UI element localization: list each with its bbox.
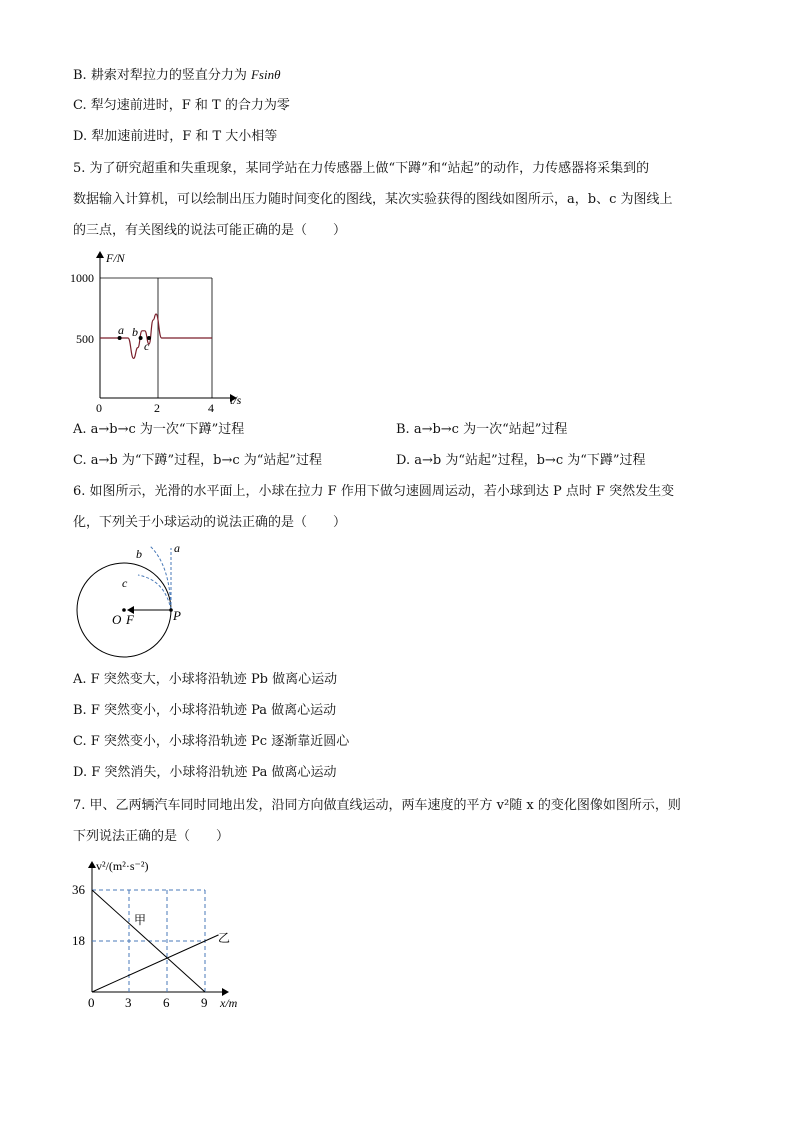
force-graph-xtick-2: 2	[154, 401, 160, 415]
force-graph-xtick-0: 0	[96, 401, 102, 415]
force-graph-ytick-1000: 1000	[70, 271, 94, 285]
v2x-xtick-0: 0	[88, 995, 95, 1010]
q5-option-d: D. a→b 为“站起”过程，b→c 为“下蹲”过程	[396, 453, 646, 468]
v2x-ytick-36: 36	[72, 882, 85, 897]
point-a-label: a	[118, 323, 124, 337]
label-P: P	[173, 608, 181, 623]
q6-option-a: A. F 突然变大，小球将沿轨迹 Pb 做离心运动	[73, 672, 338, 687]
series-yi-line	[92, 935, 219, 992]
series-jia-label: 甲	[134, 913, 147, 927]
q7-stem-line1: 7. 甲、乙两辆汽车同时同地出发，沿同方向做直线运动，两车速度的平方 v²随 x 的变化图像如图所示，则	[73, 798, 681, 813]
point-c-label: c	[144, 339, 150, 353]
q7-stem-line2: 下列说法正确的是（ ）	[73, 829, 230, 844]
q6-stem-line2: 化，下列关于小球运动的说法正确的是（ ）	[73, 515, 347, 530]
force-graph-ytick-500: 500	[76, 332, 94, 346]
v2x-xtick-3: 3	[125, 995, 132, 1010]
q6-option-c: C. F 突然变小，小球将沿轨迹 Pc 逐渐靠近圆心	[73, 734, 350, 749]
point-b-dot	[139, 336, 143, 340]
v2x-ytick-18: 18	[72, 933, 85, 948]
label-b: b	[136, 547, 142, 561]
q5-stem-line1: 5. 为了研究超重和失重现象，某同学站在力传感器上做“下蹲”和“站起”的动作，力传感器将采集到的	[73, 161, 650, 176]
q4-option-d: D. 犁加速前进时，F 和 T 大小相等	[73, 129, 278, 144]
force-curve	[100, 314, 212, 358]
label-O: O	[112, 612, 122, 627]
q5-option-b: B. a→b→c 为一次“站起”过程	[396, 422, 568, 437]
q5-option-a: A. a→b→c 为一次“下蹲”过程	[73, 422, 245, 437]
force-graph-xlabel: t/s	[230, 393, 242, 407]
q5-option-c: C. a→b 为“下蹲”过程，b→c 为“站起”过程	[73, 453, 323, 468]
label-F: F	[126, 612, 134, 627]
q4-option-c: C. 犁匀速前进时，F 和 T 的合力为零	[73, 98, 290, 113]
v2-x-graph	[68, 856, 258, 1016]
trajectory-b	[150, 546, 171, 610]
series-yi-label: 乙	[218, 931, 231, 945]
v2x-xlabel: x/m	[220, 996, 238, 1010]
label-a: a	[174, 541, 180, 555]
q5-stem-line2: 数据输入计算机，可以绘制出压力随时间变化的图线，某次实验获得的图线如图所示，a，b、c 为图线上	[73, 192, 673, 207]
force-graph-xtick-4: 4	[208, 401, 214, 415]
q6-stem-line1: 6. 如图所示，光滑的水平面上，小球在拉力 F 作用下做匀速圆周运动，若小球到达 P 点时 F 突然发生变	[73, 484, 675, 499]
q4-option-b-formula: Fsinθ	[250, 67, 281, 82]
label-c: c	[122, 576, 128, 590]
q5-stem-line3: 的三点，有关图线的说法可能正确的是（ ）	[73, 223, 347, 238]
trajectory-c	[138, 575, 171, 610]
q6-option-b: B. F 突然变小，小球将沿轨迹 Pa 做离心运动	[73, 703, 337, 718]
q4-option-b	[73, 66, 280, 85]
q4-option-b-text: B. 耕索对犁拉力的竖直分力为	[73, 68, 251, 83]
v2x-xtick-6: 6	[163, 995, 170, 1010]
q6-option-d: D. F 突然消失，小球将沿轨迹 Pa 做离心运动	[73, 765, 337, 780]
circular-motion-figure	[68, 540, 198, 665]
v2x-ylabel: v²/(m²·s⁻²)	[96, 859, 149, 873]
force-graph-ylabel: F/N	[106, 251, 125, 265]
point-b-label: b	[132, 325, 138, 339]
force-time-graph	[68, 246, 258, 418]
v2x-xtick-9: 9	[201, 995, 208, 1010]
